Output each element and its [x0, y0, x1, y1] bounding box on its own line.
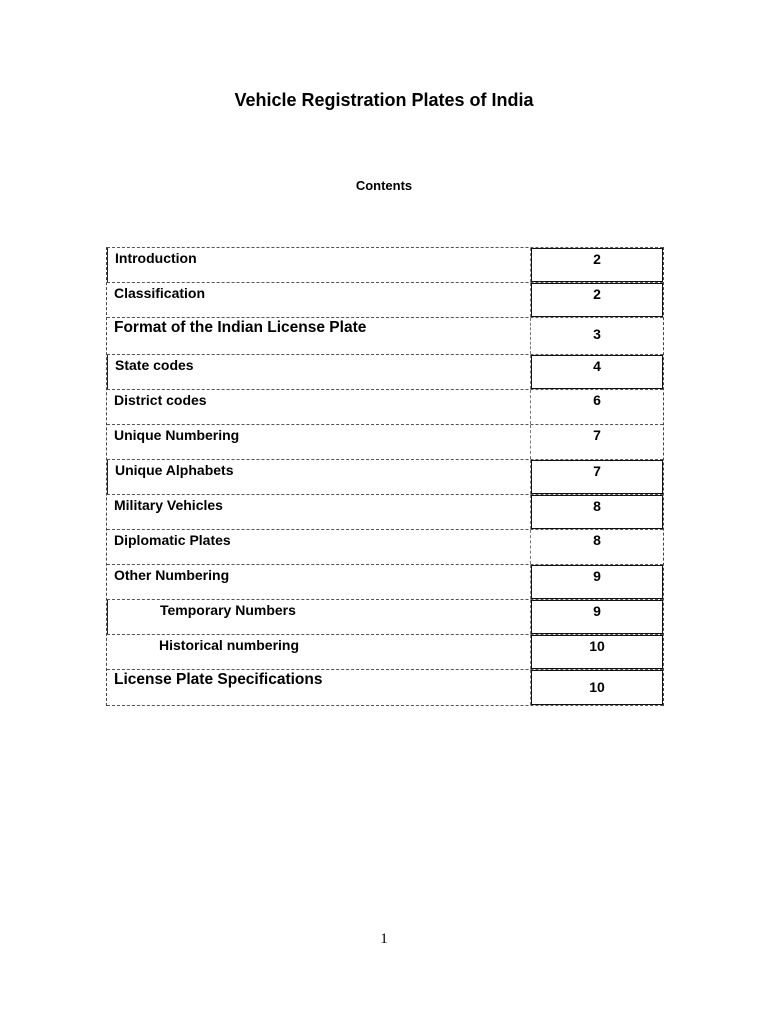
- toc-entry-title: Other Numbering: [107, 565, 531, 599]
- toc-entry-page: 8: [593, 532, 601, 548]
- toc-entry-page: 9: [531, 600, 663, 634]
- contents-heading: Contents: [355, 178, 413, 193]
- document-title: Vehicle Registration Plates of India: [234, 90, 534, 110]
- toc-row-district-codes: [107, 389, 663, 424]
- toc-row-unique-numbering: [107, 424, 663, 459]
- toc-entry-page: 4: [531, 355, 663, 389]
- toc-entry-page: 2: [531, 283, 663, 317]
- toc-entry-title: Classification: [107, 283, 531, 317]
- table-of-contents: [106, 247, 664, 706]
- toc-entry-page: 7: [593, 427, 601, 443]
- toc-row-other-numbering: [107, 564, 663, 599]
- toc-entry-title: Unique Numbering: [107, 425, 531, 459]
- toc-entry-page: 9: [531, 565, 663, 599]
- toc-entry-title: Temporary Numbers: [107, 600, 531, 634]
- toc-row-format: [107, 317, 663, 354]
- toc-entry-page: 6: [593, 392, 601, 408]
- toc-entry-title: Introduction: [107, 248, 531, 282]
- toc-entry-page: 10: [531, 670, 663, 705]
- toc-entry-page: 7: [531, 460, 663, 494]
- toc-entry-title: State codes: [107, 355, 531, 389]
- toc-row-unique-alphabets: [107, 459, 663, 494]
- toc-entry-title: License Plate Specifications: [107, 670, 531, 705]
- toc-entry-title: District codes: [107, 390, 531, 424]
- toc-row-state-codes: [107, 354, 663, 389]
- toc-row-military-vehicles: [107, 494, 663, 529]
- toc-entry-page: 8: [531, 495, 663, 529]
- toc-entry-page: 2: [531, 248, 663, 282]
- toc-row-license-plate-specifications: [107, 669, 663, 706]
- toc-row-classification: [107, 282, 663, 317]
- toc-entry-title: Format of the Indian License Plate: [107, 318, 531, 354]
- toc-entry-title: Historical numbering: [107, 635, 531, 669]
- toc-row-historical-numbering: [107, 634, 663, 669]
- toc-entry-title: Military Vehicles: [107, 495, 531, 529]
- toc-entry-page: 3: [593, 326, 601, 342]
- page-number: 1: [380, 931, 388, 947]
- toc-row-introduction: [107, 247, 663, 282]
- toc-row-temporary-numbers: [107, 599, 663, 634]
- toc-entry-page: 10: [531, 635, 663, 669]
- toc-row-diplomatic-plates: [107, 529, 663, 564]
- toc-entry-title: Unique Alphabets: [107, 460, 531, 494]
- toc-entry-title: Diplomatic Plates: [107, 530, 531, 564]
